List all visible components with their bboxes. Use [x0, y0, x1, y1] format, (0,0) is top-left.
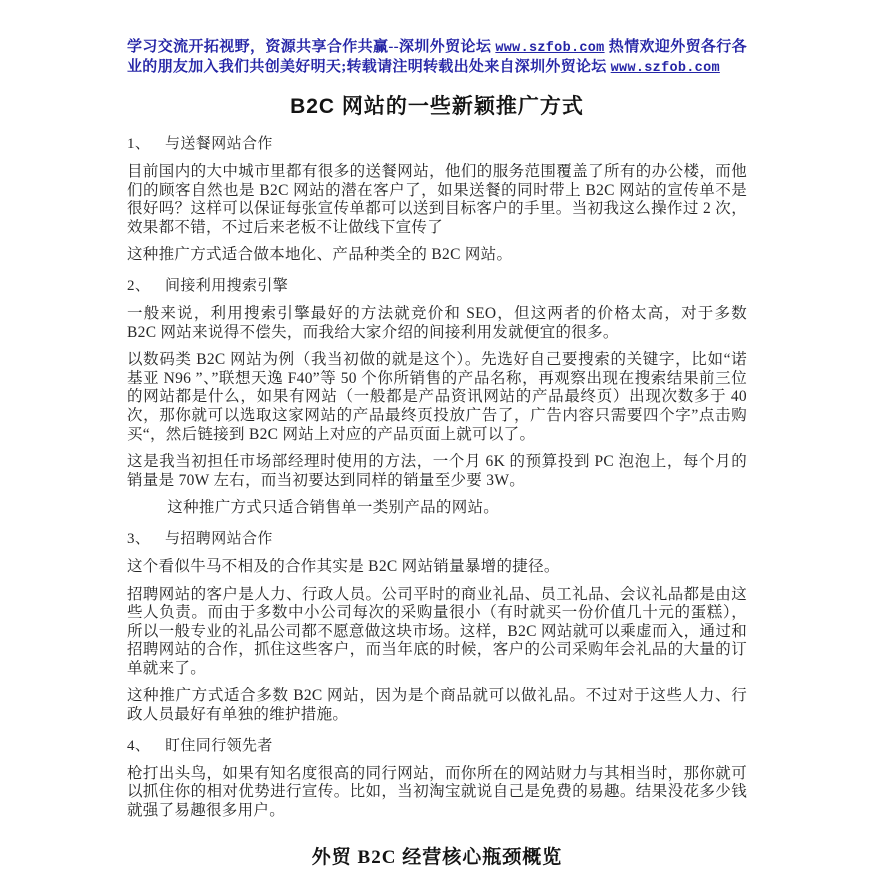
header-text-before-link: 学习交流开拓视野，资源共享合作共赢--深圳外贸论坛 [127, 39, 496, 55]
section-number-1: 1、 [127, 136, 151, 152]
section-heading-3 [127, 530, 747, 548]
second-document-title: 外贸 B2C 经营核心瓶颈概览 [311, 847, 563, 869]
section-number-3: 3、 [127, 530, 151, 547]
paragraph: 枪打出头鸟，如果有知名度很高的同行网站，而你所在的网站财力与其相当时，那你就可以抓住你的相对优势进行宣传。比如，当初淘宝就说自己是免费的易趣。结果没花多少钱就强了易趣很多用户。 [127, 764, 747, 819]
section-number-4: 4、 [127, 737, 151, 754]
section-title-2: 间接利用搜索引擎 [165, 277, 289, 294]
paragraph: 一般来说，利用搜索引擎最好的方法就竞价和 SEO，但这两者的价格太高，对于多数 B2C 网站来说得不偿失，而我给大家介绍的间接利用发就便宜的很多。 [127, 304, 747, 341]
section-title-4: 盯住同行领先者 [165, 737, 273, 754]
section-heading-1 [127, 135, 747, 153]
paragraph: 这个看似牛马不相及的合作其实是 B2C 网站销量暴增的捷径。 [127, 557, 560, 575]
section-heading-4 [127, 737, 747, 755]
section-title-1: 与送餐网站合作 [165, 136, 273, 152]
section-title-3: 与招聘网站合作 [165, 530, 273, 547]
section-number-2: 2、 [127, 277, 151, 294]
paragraph-indented: 这种推广方式只适合销售单一类别产品的网站。 [167, 499, 500, 517]
forum-header-notice [127, 38, 747, 78]
paragraph: 招聘网站的客户是人力、行政人员。公司平时的商业礼品、员工礼品、会议礼品都是由这些人负责。而由于多数中小公司每次的采购量很小（有时就买一份价值几十元的蛋糕），所以一般专业的礼品公司都不愿意做这块市场。这样，B2C 网站就可以乘虚而入，通过和招聘网站的合作，抓住这些客户，而当年底的时候，客户的公司采购年会礼品的大量的订单就来了。 [127, 585, 747, 677]
paragraph: 这是我当初担任市场部经理时使用的方法，一个月 6K 的预算投到 PC 泡泡上，每个月的销量是 70W 左右，而当初要达到同样的销量至少要 3W。 [127, 453, 747, 489]
section-heading-2 [127, 277, 747, 295]
paragraph: 这种推广方式适合多数 B2C 网站，因为是个商品就可以做礼品。不过对于这些人力、行政人员最好有单独的维护措施。 [127, 687, 747, 724]
forum-url-link-1[interactable]: www.szfob.com [495, 41, 605, 56]
header-text-middle: 热情欢迎外贸各行各业的朋友加入我们共创美好明天;转载请注明转载出处来自深圳外贸论坛 [127, 39, 747, 75]
paragraph: 这种推广方式适合做本地化、产品种类全的 B2C 网站。 [127, 246, 513, 264]
paragraph: 以数码类 B2C 网站为例（我当初做的就是这个）。先选好自己要搜索的关键字，比如“诺基亚 N96 ”、”联想天逸 F40”等 50 个你所销售的产品名称，再观察出现在搜索结果前三位的网站都是什么，如果有网站（一般都是产品资讯网站的产品最终页）出现次数多于 40 次，那你就可以选取这家网站的产品最终页投放广告了，广告内容只需要四个字”点击购买“，然后链接到 B2C 网站上对应的产品页面上就可以了。 [127, 351, 747, 443]
forum-url-link-2[interactable]: www.szfob.com [610, 61, 720, 76]
document-title: B2C 网站的一些新颖推广方式 [290, 95, 584, 118]
paragraph: 目前国内的大中城市里都有很多的送餐网站，他们的服务范围覆盖了所有的办公楼，而他们的顾客自然也是 B2C 网站的潜在客户了，如果送餐的同时带上 B2C 网站的宣传单不是很好吗？这样可以保证每张宣传单都可以送到目标客户的手里。当初我这么操作过 2 次，效果都不错，不过后来老板不让做线下宣传了 [127, 163, 747, 236]
